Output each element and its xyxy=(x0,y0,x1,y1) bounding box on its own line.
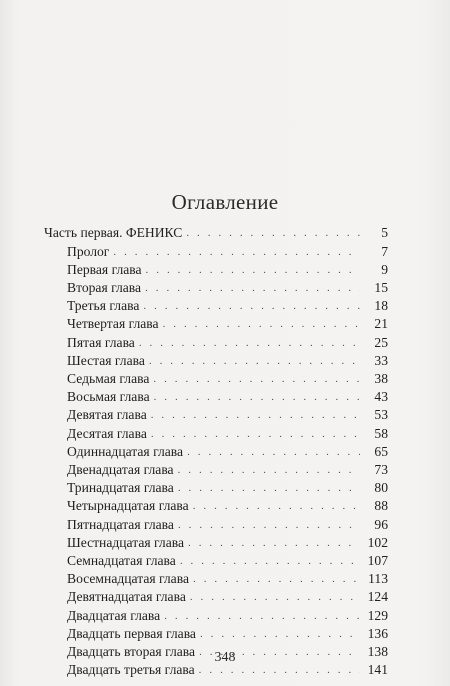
toc-entry-page: 65 xyxy=(374,443,388,459)
toc-entry-label: Шестая глава xyxy=(67,352,145,368)
dot-leader xyxy=(178,479,360,497)
dot-leader xyxy=(113,243,360,261)
toc-entry-label: Двадцатая глава xyxy=(67,607,161,623)
dot-leader xyxy=(193,497,360,515)
toc-entry-page: 15 xyxy=(374,279,388,295)
toc-entry-label: Двенадцатая глава xyxy=(67,461,174,477)
toc-entry-label: Третья глава xyxy=(67,298,140,314)
dot-leader xyxy=(143,297,360,315)
toc-entry-page: 5 xyxy=(381,225,388,240)
toc-entry-chapter xyxy=(67,588,388,606)
dot-leader xyxy=(178,461,360,479)
toc-entry-label: Первая глава xyxy=(67,261,142,277)
toc-entry-page: 138 xyxy=(367,643,388,659)
dot-leader xyxy=(186,224,360,242)
dot-leader xyxy=(154,388,360,406)
toc-entry-page: 73 xyxy=(374,461,388,477)
toc-entry-label: Пролог xyxy=(67,243,110,259)
toc-entry-label: Седьмая глава xyxy=(67,370,150,386)
dot-leader xyxy=(145,279,360,297)
dot-leader xyxy=(193,570,360,588)
toc-entry-chapter xyxy=(67,497,388,515)
toc-entry-page: 102 xyxy=(367,534,388,550)
toc-entry-label: Пятая глава xyxy=(67,334,135,350)
toc-entry-page: 58 xyxy=(374,425,388,441)
dot-leader xyxy=(164,607,360,625)
toc-entry-page: 25 xyxy=(374,334,388,350)
toc-entry-chapter xyxy=(67,461,388,479)
toc-entry-page: 107 xyxy=(367,552,388,568)
toc-entry-chapter xyxy=(67,625,388,643)
toc-entry-chapter xyxy=(67,297,388,315)
toc-entry-page: 113 xyxy=(368,571,388,587)
dot-leader xyxy=(149,352,360,370)
dot-leader xyxy=(187,443,360,461)
toc-entry-chapter xyxy=(67,261,388,279)
dot-leader xyxy=(146,261,360,279)
dot-leader xyxy=(200,625,360,643)
toc-entry-label: Вторая глава xyxy=(67,279,142,295)
dot-leader xyxy=(151,425,360,443)
toc-entry-page: 53 xyxy=(374,407,388,423)
toc-entry-chapter xyxy=(67,552,388,570)
dot-leader xyxy=(153,370,360,388)
toc-entry-part xyxy=(44,224,388,242)
toc-entry-chapter xyxy=(67,315,388,333)
dot-leader xyxy=(151,406,360,424)
toc-entry-page: 38 xyxy=(374,370,388,386)
toc-entry-page: 96 xyxy=(374,516,388,532)
toc-entry-chapter xyxy=(67,334,388,352)
toc-entry-page: 129 xyxy=(367,607,388,623)
toc-entry-label: Пятнадцатая глава xyxy=(67,516,174,532)
toc-entry-chapter xyxy=(67,443,388,461)
toc-entry-label: Четвертая глава xyxy=(67,316,159,332)
toc-entry-chapter xyxy=(67,479,388,497)
dot-leader xyxy=(188,534,360,552)
toc-entry-label: Семнадцатая глава xyxy=(67,552,176,568)
dot-leader xyxy=(190,588,360,606)
toc-entry-page: 33 xyxy=(374,352,388,368)
toc-entry-chapter xyxy=(67,279,388,297)
toc-entry-page: 7 xyxy=(381,243,388,259)
toc-entry-page: 141 xyxy=(367,662,388,678)
toc-entry-label: Четырнадцатая глава xyxy=(67,498,189,514)
toc-entry-label: Девятнадцатая глава xyxy=(67,589,186,605)
dot-leader xyxy=(139,334,360,352)
toc-entry-label: Тринадцатая глава xyxy=(67,480,174,496)
toc-entry-label: Восьмая глава xyxy=(67,389,150,405)
toc-entry-chapter xyxy=(67,406,388,424)
toc-entry-page: 21 xyxy=(374,316,388,332)
toc-entry-label: Десятая глава xyxy=(67,425,147,441)
dot-leader xyxy=(163,315,360,333)
toc-entry-label: Двадцать первая глава xyxy=(67,625,196,641)
toc-entry-chapter xyxy=(67,370,388,388)
toc-entry-label: Часть первая. ФЕНИКС xyxy=(44,225,183,240)
toc-entry-label: Двадцать вторая глава xyxy=(67,643,196,659)
toc-entry-label: Восемнадцатая глава xyxy=(67,571,189,587)
toc-entry-page: 88 xyxy=(374,498,388,514)
toc-entry-page: 80 xyxy=(374,480,388,496)
toc-entry-page: 18 xyxy=(374,298,388,314)
toc-title: Оглавление xyxy=(171,190,279,214)
toc-entry-chapter xyxy=(67,516,388,534)
dot-leader xyxy=(178,516,360,534)
toc-entry-label: Одиннадцатая глава xyxy=(67,443,184,459)
toc-entry-page: 9 xyxy=(381,261,388,277)
toc-entry-chapter xyxy=(67,534,388,552)
toc-entry-label: Шестнадцатая глава xyxy=(67,534,185,550)
toc-entry-chapter xyxy=(67,570,388,588)
toc-entry-page: 43 xyxy=(374,389,388,405)
toc-entry-chapter xyxy=(67,388,388,406)
toc-entry-page: 136 xyxy=(367,625,388,641)
toc-entry-chapter xyxy=(67,352,388,370)
toc-entry-chapter xyxy=(67,607,388,625)
toc-entry-page: 124 xyxy=(367,589,388,605)
toc-entry-label: Девятая глава xyxy=(67,407,147,423)
dot-leader xyxy=(180,552,360,570)
toc-entry-chapter xyxy=(67,243,388,261)
toc-entry-label: Двадцать третья глава xyxy=(67,662,195,678)
page-number: 348 xyxy=(214,650,236,665)
toc-entry-chapter xyxy=(67,425,388,443)
